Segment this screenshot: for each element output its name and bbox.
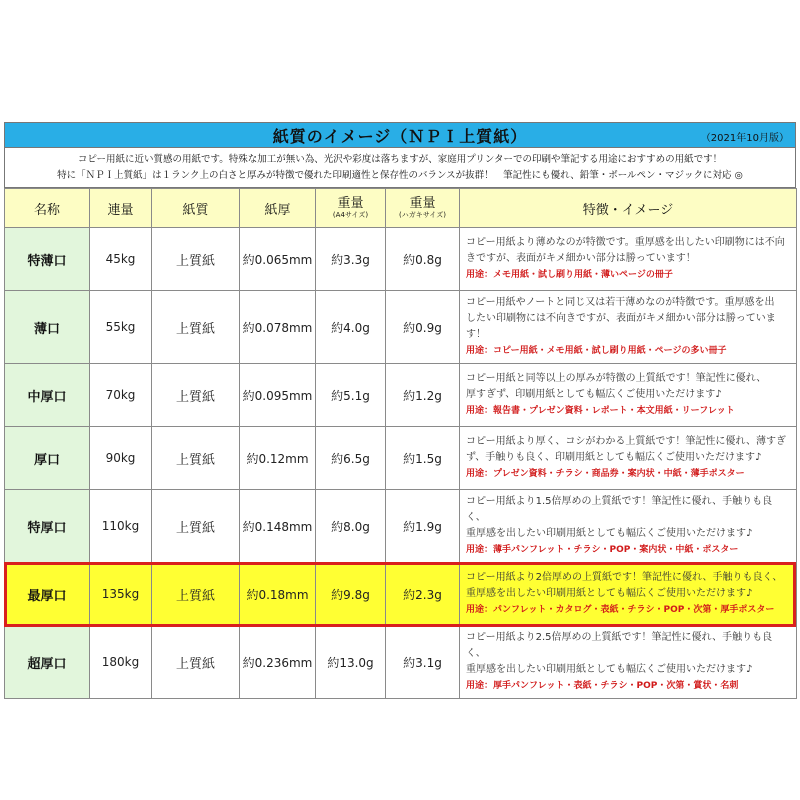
feature-desc-2: 厚すぎず、印刷用紙としても幅広くご使用いただけます♪ <box>466 389 722 400</box>
cell-thickness: 約0.095mm <box>240 364 316 427</box>
table-row <box>5 364 797 427</box>
feature-desc-2: 重厚感を出したい印刷用紙としても幅広くご使用いただけます♪ <box>466 664 753 675</box>
intro-line-2: 特に「ＮＰＩ上質紙」は１ランク上の白さと厚みが特徴で優れた印刷適性と保存性のバランスが抜群！ 筆記性にも優れ、鉛筆・ボールペン・マジックに対応 ◎ <box>57 169 743 181</box>
title-bar <box>4 122 796 148</box>
cell-features <box>460 291 797 364</box>
cell-paper: 上質紙 <box>152 291 240 364</box>
feature-use: 用途：プレゼン資料・チラシ・商品券・案内状・中紙・薄手ポスター <box>466 469 745 479</box>
cell-thickness: 約0.18mm <box>240 563 316 626</box>
cell-thickness: 約0.065mm <box>240 228 316 291</box>
feature-desc-2: ず、手触りも良く、印刷用紙としても幅広くご使用いただけます♪ <box>466 452 762 463</box>
cell-weight-a4: 約6.5g <box>316 427 386 490</box>
feature-use: 用途：報告書・プレゼン資料・レポート・本文用紙・リーフレット <box>466 406 735 416</box>
cell-paper: 上質紙 <box>152 563 240 626</box>
table-row <box>5 291 797 364</box>
cell-weight: 45kg <box>90 228 152 291</box>
feature-desc-1: コピー用紙より厚く、コシがわかる上質紙です！筆記性に優れ、薄すぎ <box>466 436 786 447</box>
feature-desc-2: きですが、表面がキメ細かい部分は勝っています！ <box>466 253 696 264</box>
cell-weight-postcard: 約1.2g <box>386 364 460 427</box>
edition-label: （2021年10月版） <box>700 133 789 144</box>
table-row <box>5 626 797 699</box>
feature-desc-1: コピー用紙より薄めなのが特徴です。重厚感を出したい印刷物には不向 <box>466 237 785 248</box>
intro-line-1: コピー用紙に近い質感の用紙です。特殊な加工が無い為、光沢や彩度は落ちますが、家庭用プリンターでの印刷や筆記する用途におすすめの用紙です！ <box>77 153 723 165</box>
feature-desc-1: コピー用紙より2倍厚めの上質紙です！筆記性に優れ、手触りも良く、 <box>466 572 783 583</box>
feature-desc-1: コピー用紙より1.5倍厚めの上質紙です！筆記性に優れ、手触りも良く、 <box>466 496 773 523</box>
cell-weight-postcard: 約0.9g <box>386 291 460 364</box>
feature-desc-1: コピー用紙より2.5倍厚めの上質紙です！筆記性に優れ、手触りも良く、 <box>466 632 773 659</box>
table-row <box>5 427 797 490</box>
feature-desc-2: 重厚感を出したい印刷用紙としても幅広くご使用いただけます♪ <box>466 588 753 599</box>
cell-name: 特薄口 <box>5 228 90 291</box>
cell-name: 超厚口 <box>5 626 90 699</box>
table-row <box>5 490 797 563</box>
cell-weight: 110kg <box>90 490 152 563</box>
cell-name: 薄口 <box>5 291 90 364</box>
cell-weight: 90kg <box>90 427 152 490</box>
cell-weight-a4: 約9.8g <box>316 563 386 626</box>
cell-paper: 上質紙 <box>152 626 240 699</box>
cell-features <box>460 626 797 699</box>
paper-quality-sheet <box>4 122 796 699</box>
feature-use: 用途：パンフレット・カタログ・表紙・チラシ・POP・次第・厚手ポスター <box>466 605 775 615</box>
col-header-weight-postcard: 重量 (ハガキサイズ) <box>386 189 460 228</box>
cell-features <box>460 490 797 563</box>
cell-weight-a4: 約4.0g <box>316 291 386 364</box>
paper-spec-table <box>4 188 797 699</box>
feature-desc-1: コピー用紙と同等以上の厚みが特徴の上質紙です！筆記性に優れ、 <box>466 373 767 384</box>
cell-thickness: 約0.236mm <box>240 626 316 699</box>
cell-weight: 70kg <box>90 364 152 427</box>
cell-features <box>460 364 797 427</box>
feature-use: 用途：コピー用紙・メモ用紙・試し刷り用紙・ページの多い冊子 <box>466 346 727 356</box>
cell-weight-a4: 約5.1g <box>316 364 386 427</box>
cell-weight: 180kg <box>90 626 152 699</box>
cell-name: 特厚口 <box>5 490 90 563</box>
col-header-weight: 連量 <box>90 189 152 228</box>
cell-weight-postcard: 約1.5g <box>386 427 460 490</box>
cell-weight-a4: 約13.0g <box>316 626 386 699</box>
cell-weight-postcard: 約0.8g <box>386 228 460 291</box>
cell-weight-a4: 約8.0g <box>316 490 386 563</box>
cell-weight-postcard: 約3.1g <box>386 626 460 699</box>
table-row <box>5 228 797 291</box>
feature-desc-1: コピー用紙やノートと同じ又は若干薄めなのが特徴です。重厚感を出 <box>466 297 775 308</box>
intro-text <box>4 148 796 188</box>
col-header-name: 名称 <box>5 189 90 228</box>
cell-features <box>460 228 797 291</box>
feature-desc-2: したい印刷物には不向きですが、表面がキメ細かい部分は勝っています！ <box>466 313 776 340</box>
col-header-thickness: 紙厚 <box>240 189 316 228</box>
cell-weight-postcard: 約2.3g <box>386 563 460 626</box>
feature-use: 用途：メモ用紙・試し刷り用紙・薄いページの冊子 <box>466 270 673 280</box>
cell-thickness: 約0.078mm <box>240 291 316 364</box>
cell-weight-a4: 約3.3g <box>316 228 386 291</box>
feature-desc-2: 重厚感を出したい印刷用紙としても幅広くご使用いただけます♪ <box>466 528 753 539</box>
cell-paper: 上質紙 <box>152 427 240 490</box>
col-header-weight-a4: 重量 (A4サイズ) <box>316 189 386 228</box>
table-row <box>5 563 797 626</box>
cell-thickness: 約0.12mm <box>240 427 316 490</box>
cell-weight-postcard: 約1.9g <box>386 490 460 563</box>
cell-weight: 135kg <box>90 563 152 626</box>
cell-paper: 上質紙 <box>152 364 240 427</box>
cell-features <box>460 563 797 626</box>
cell-paper: 上質紙 <box>152 490 240 563</box>
cell-paper: 上質紙 <box>152 228 240 291</box>
col-header-paper: 紙質 <box>152 189 240 228</box>
cell-features <box>460 427 797 490</box>
cell-name: 最厚口 <box>5 563 90 626</box>
feature-use: 用途：薄手パンフレット・チラシ・POP・案内状・中紙・ポスター <box>466 545 739 555</box>
cell-thickness: 約0.148mm <box>240 490 316 563</box>
page-title: 紙質のイメージ（ＮＰＩ上質紙） <box>272 126 528 146</box>
cell-name: 中厚口 <box>5 364 90 427</box>
cell-weight: 55kg <box>90 291 152 364</box>
cell-name: 厚口 <box>5 427 90 490</box>
col-header-features: 特徴・イメージ <box>460 189 797 228</box>
feature-use: 用途：厚手パンフレット・表紙・チラシ・POP・次第・賞状・名刺 <box>466 681 739 691</box>
table-header-row <box>5 189 797 228</box>
